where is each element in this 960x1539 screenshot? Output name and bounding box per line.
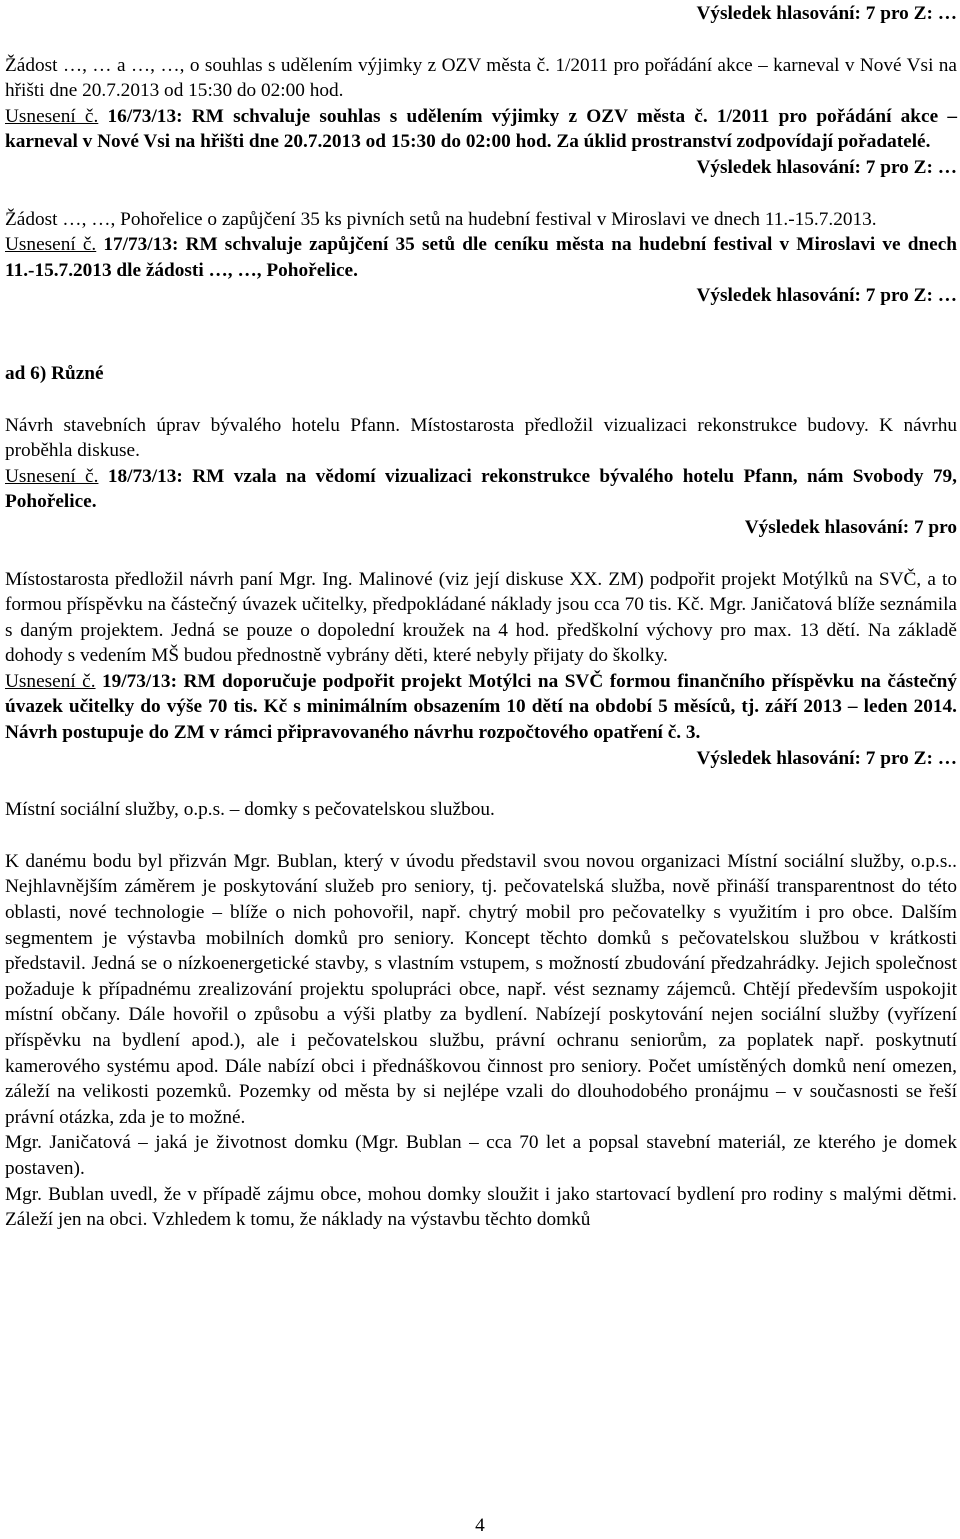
resolution-number: 16/73/13: (107, 105, 183, 127)
motylci-text: Místostarosta předložil návrh paní Mgr. Ing. Malinové (viz její diskuse XX. ZM) podpořit projekt Motýlků na SVČ, a to formou příspěvku na částečný úvazek učitelky, předpokládané náklady jsou cca 70 tis. Kč. Mgr. Janičatová blíže seznámila s daným projektem. Jedná se pouze o dopolední kroužek na 4 hod. předškolní výchovy pro max. 13 dětí. Na základě dohody s vedením MŠ budou přednostně vybrány děti, které nebyly přijaty do školky. (5, 568, 957, 667)
resolution-text: RM doporučuje podpořit projekt Motýlci na SVČ formou finančního příspěvku na částečný úvazek učitelky do výše 70 tis. Kč s minimálním obsazením 10 dětí na období 5 měsíců, tj. září 2013 – leden 2014. Návrh postupuje do ZM v rámci připravovaného návrhu rozpočtového opatření č. 3. (5, 670, 957, 744)
resolution-17 (5, 232, 957, 283)
socialni-paragraph: Mgr. Bublan uvedl, že v případě zájmu obce, mohou domky sloužit i jako startovací bydlení pro rodiny s malými dětmi. Záleží jen na obci. Vzhledem k tomu, že náklady na výstavbu těchto domků (5, 1183, 957, 1231)
page-number: 4 (475, 1515, 485, 1536)
resolution-label: Usnesení č. (5, 670, 96, 692)
document-page (0, 1, 960, 1535)
resolution-16 (5, 104, 957, 155)
request-karneval: Žádost …, … a …, …, o souhlas s udělením výjimky z OZV města č. 1/2011 pro pořádání akce – karneval v Nové Vsi na hřišti dne 20.7.2013 od 15:30 do 02:00 hod. (5, 54, 957, 102)
resolution-18 (5, 464, 957, 515)
vote-result: Výsledek hlasování: 7 pro Z: … (696, 156, 957, 178)
resolution-label: Usnesení č. (5, 234, 97, 256)
section-heading: ad 6) Různé (5, 362, 104, 384)
vote-result: Výsledek hlasování: 7 pro (744, 516, 957, 538)
resolution-number: 18/73/13: (107, 465, 183, 487)
vote-result: Výsledek hlasování: 7 pro Z: … (696, 3, 957, 24)
socialni-title: Místní sociální služby, o.p.s. – domky s pečovatelskou službou. (5, 799, 495, 821)
vote-result: Výsledek hlasování: 7 pro Z: … (696, 285, 957, 307)
resolution-label: Usnesení č. (5, 105, 99, 127)
socialni-paragraph: K danému bodu byl přizván Mgr. Bublan, který v úvodu představil svou novou organizaci Místní sociální služby, o.p.s.. Nejhlavnějším záměrem je poskytování služeb pro seniory, tj. pečovatelská služba, nově přináší transparentnost do této oblasti, nové technologie – blíže o nich pohovořil, např. chytrý mobil pro pečovatelky s využitím i pro obce. Dalším segmentem je výstavba mobilních domků pro seniory. Koncept těchto domků s pečovatelskou službou v krátkosti představil. Jedná se o nízkoenergetické stavby, s vlastním vstupem, s možností zbudování předzahrádky. Jejich společnost požaduje k případnému zrealizování projektu spolupráci obce, např. vést seznamy zájemců. Chtějí především uspokojit místní občany. Dále hovořil o způsobu a výši platby za bydlení. Nabízejí poskytování nejen sociální služby (vyřízení příspěvku na bydlení apod.), ale i pečovatelskou službu, právní ochranu seniorům, za poplatek např. poskytnutí kamerového systému apod. Dále nabízí obci i přednáškovou činnost pro seniory. Počet umístěných domků není omezen, záleží na velikosti pozemků. Pozemky od města by si nejlépe vzali do dlouhodobého pronájmu – v současnosti se řeší právní otázka, zda je to možné. (5, 850, 957, 1128)
resolution-label: Usnesení č. (5, 465, 99, 487)
resolution-text: RM vzala na vědomí vizualizaci rekonstrukce bývalého hotelu Pfann, nám Svobody 79, Pohořelice. (5, 465, 958, 513)
resolution-text: RM schvaluje zapůjčení 35 setů dle ceníku města na hudební festival v Miroslavi ve dnech 11.-15.7.2013 dle žádosti …, …, Pohořelice. (5, 234, 957, 281)
resolution-19 (5, 669, 957, 746)
resolution-number: 17/73/13: (103, 234, 179, 256)
pfann-text: Návrh stavebních úprav bývalého hotelu Pfann. Místostarosta předložil vizualizaci rekonstrukce budovy. K návrhu proběhla diskuse. (5, 414, 957, 462)
resolution-text: RM schvaluje souhlas s udělením výjimky z OZV města č. 1/2011 pro pořádání akce – karneval v Nové Vsi na hřišti dne 20.7.2013 od 15:30 do 02:00 hod. Za úklid prostranství zodpovídají pořadatelé. (5, 105, 957, 153)
vote-result: Výsledek hlasování: 7 pro Z: … (696, 747, 957, 769)
resolution-number: 19/73/13: (102, 670, 177, 692)
request-festival: Žádost …, …, Pohořelice o zapůjčení 35 ks pivních setů na hudební festival v Miroslavi ve dnech 11.-15.7.2013. (5, 208, 877, 230)
socialni-paragraph: Mgr. Janičatová – jaká je životnost domku (Mgr. Bublan – cca 70 let a popsal stavební materiál, ze kterého je domek postaven). (5, 1132, 957, 1179)
